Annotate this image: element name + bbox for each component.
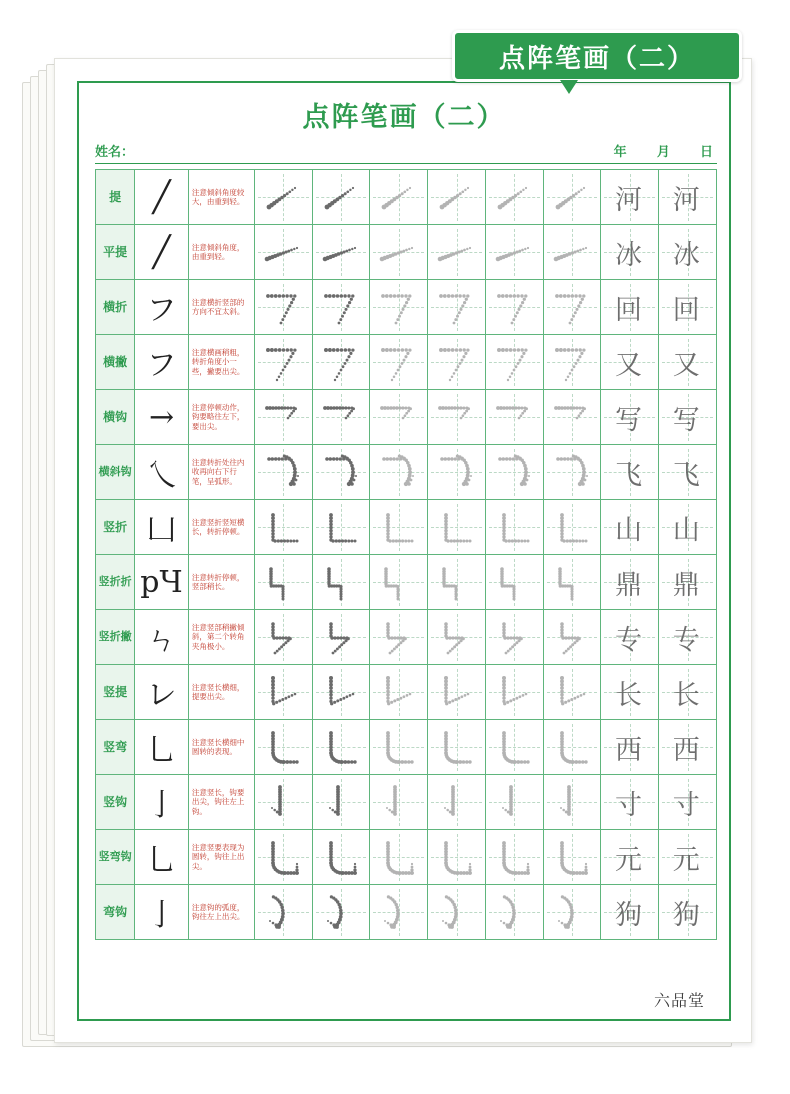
practice-cell[interactable] (312, 665, 370, 720)
example-character: 飞 (672, 459, 700, 491)
example-character: 山 (672, 514, 700, 546)
stroke-note-cell (188, 500, 254, 555)
example-character-cell[interactable] (659, 500, 717, 555)
practice-cell[interactable] (428, 830, 486, 885)
stroke-name-cell (96, 720, 135, 775)
example-character: 寸 (614, 789, 642, 821)
practice-cell[interactable] (428, 775, 486, 830)
stroke-note: 注意横折竖部的方向不宜太斜。 (191, 297, 245, 316)
practice-cell[interactable] (485, 335, 543, 390)
example-character-cell[interactable] (659, 610, 717, 665)
stroke-name: 竖弯 (103, 739, 128, 754)
example-character: 西 (672, 734, 700, 766)
example-character-cell[interactable] (601, 610, 659, 665)
example-character-cell[interactable] (601, 720, 659, 775)
practice-cell[interactable] (428, 445, 486, 500)
stroke-glyph: ╱ (152, 234, 171, 270)
practice-cell[interactable] (543, 830, 601, 885)
stroke-note: 注意横画稍粗，转折角度小一些，撇要出尖。 (191, 347, 245, 376)
example-character-cell[interactable] (659, 775, 717, 830)
banner-label: 点阵笔画（二） (498, 43, 695, 74)
practice-cell[interactable] (312, 885, 370, 940)
example-character-cell[interactable] (659, 665, 717, 720)
stroke-name-cell (96, 555, 135, 610)
stroke-note-cell (188, 225, 254, 280)
practice-cell[interactable] (370, 170, 428, 225)
stroke-glyph: ㄣ (146, 623, 177, 658)
practice-cell[interactable] (543, 390, 601, 445)
table-row (96, 775, 717, 830)
practice-cell[interactable] (254, 335, 312, 390)
example-character-cell[interactable] (601, 445, 659, 500)
day-label: 日 (699, 144, 713, 160)
example-character-cell[interactable] (659, 170, 717, 225)
practice-cell[interactable] (312, 225, 370, 280)
practice-cell[interactable] (428, 610, 486, 665)
table-row (96, 445, 717, 500)
practice-cell[interactable] (370, 610, 428, 665)
example-character-cell[interactable] (659, 830, 717, 885)
table-row (96, 280, 717, 335)
example-character: 冰 (614, 239, 642, 271)
practice-cell[interactable] (485, 665, 543, 720)
example-character: 冰 (672, 239, 700, 271)
stroke-glyph: フ (146, 293, 177, 328)
name-label: 姓名： (95, 144, 135, 160)
page-banner (452, 30, 742, 82)
stroke-glyph-cell (135, 390, 189, 445)
practice-cell[interactable] (312, 775, 370, 830)
stroke-name-cell (96, 500, 135, 555)
meta-underline (95, 163, 717, 164)
example-character: 河 (614, 184, 642, 216)
stroke-name: 横钩 (103, 409, 128, 424)
stroke-name: 竖折折 (98, 575, 132, 589)
stroke-glyph: 乚 (146, 733, 177, 768)
practice-cell[interactable] (312, 390, 370, 445)
example-character-cell[interactable] (601, 335, 659, 390)
example-character: 又 (672, 349, 700, 381)
example-character: 专 (614, 624, 642, 656)
practice-cell[interactable] (485, 445, 543, 500)
practice-cell[interactable] (370, 225, 428, 280)
practice-cell[interactable] (254, 830, 312, 885)
practice-cell[interactable] (254, 280, 312, 335)
stroke-note-cell (188, 555, 254, 610)
practice-cell[interactable] (370, 720, 428, 775)
practice-cell[interactable] (485, 390, 543, 445)
stroke-glyph: рЧ (140, 564, 183, 600)
practice-cell[interactable] (428, 390, 486, 445)
practice-cell[interactable] (543, 665, 601, 720)
stroke-glyph-cell (135, 555, 189, 610)
stroke-glyph-cell (135, 885, 189, 940)
stroke-glyph: 乀 (146, 458, 177, 493)
example-character: 长 (614, 679, 642, 711)
example-character-cell[interactable] (601, 885, 659, 940)
practice-cell[interactable] (312, 830, 370, 885)
example-character: 鼎 (672, 569, 700, 601)
brand-logo: 六品堂 (653, 991, 705, 1010)
practice-cell[interactable] (254, 500, 312, 555)
stroke-note-cell (188, 445, 254, 500)
table-row (96, 830, 717, 885)
practice-cell[interactable] (543, 775, 601, 830)
stroke-glyph: 亅 (146, 788, 177, 823)
practice-cell[interactable] (312, 280, 370, 335)
table-row (96, 335, 717, 390)
practice-cell[interactable] (485, 280, 543, 335)
example-character: 狗 (614, 899, 642, 931)
practice-cell[interactable] (254, 720, 312, 775)
practice-cell[interactable] (254, 610, 312, 665)
stroke-note-cell (188, 720, 254, 775)
stroke-note: 注意竖长横细中圆转的表现。 (191, 737, 245, 756)
stroke-name: 横斜钩 (98, 465, 132, 479)
stroke-note: 注意竖折竖短横长，转折停顿。 (191, 517, 245, 536)
practice-cell[interactable] (543, 445, 601, 500)
example-character: 鼎 (614, 569, 642, 601)
stroke-glyph-cell (135, 500, 189, 555)
practice-cell[interactable] (428, 665, 486, 720)
example-character: 山 (614, 514, 642, 546)
example-character-cell[interactable] (659, 335, 717, 390)
stroke-name: 平提 (103, 244, 128, 259)
example-character: 元 (614, 844, 642, 876)
practice-cell[interactable] (312, 445, 370, 500)
practice-cell[interactable] (312, 335, 370, 390)
example-character: 河 (672, 184, 700, 216)
example-character-cell[interactable] (659, 280, 717, 335)
stroke-name-cell (96, 390, 135, 445)
practice-cell[interactable] (428, 720, 486, 775)
year-label: 年 (613, 144, 627, 160)
practice-cell[interactable] (312, 555, 370, 610)
table-row (96, 665, 717, 720)
practice-cell[interactable] (370, 775, 428, 830)
table-row (96, 610, 717, 665)
practice-cell[interactable] (370, 390, 428, 445)
stroke-glyph-cell (135, 610, 189, 665)
practice-cell[interactable] (543, 280, 601, 335)
stroke-note-cell (188, 335, 254, 390)
table-row (96, 720, 717, 775)
example-character-cell[interactable] (659, 445, 717, 500)
practice-cell[interactable] (428, 335, 486, 390)
example-character-cell[interactable] (601, 280, 659, 335)
example-character-cell[interactable] (659, 390, 717, 445)
practice-cell[interactable] (485, 170, 543, 225)
stroke-name-cell (96, 775, 135, 830)
example-character-cell[interactable] (601, 775, 659, 830)
date-fields (588, 141, 713, 160)
practice-cell[interactable] (312, 610, 370, 665)
stroke-note-cell (188, 775, 254, 830)
stroke-glyph: → (148, 399, 175, 435)
example-character: 元 (672, 844, 700, 876)
stroke-glyph-cell (135, 720, 189, 775)
stroke-name-cell (96, 225, 135, 280)
meta-row (79, 139, 729, 161)
practice-cell[interactable] (485, 555, 543, 610)
example-character-cell[interactable] (601, 500, 659, 555)
practice-cell[interactable] (370, 830, 428, 885)
practice-cell[interactable] (370, 445, 428, 500)
stroke-note-cell (188, 830, 254, 885)
stroke-name: 竖折撇 (98, 630, 132, 644)
stroke-note-cell (188, 390, 254, 445)
stroke-note-cell (188, 610, 254, 665)
stroke-note-cell (188, 170, 254, 225)
practice-cell[interactable] (428, 170, 486, 225)
practice-cell[interactable] (485, 830, 543, 885)
example-character-cell[interactable] (659, 225, 717, 280)
example-character: 回 (672, 294, 700, 326)
stroke-glyph-cell (135, 830, 189, 885)
practice-cell[interactable] (254, 665, 312, 720)
practice-cell[interactable] (254, 555, 312, 610)
stroke-glyph-cell (135, 225, 189, 280)
worksheet-frame (77, 81, 731, 1021)
example-character: 又 (614, 349, 642, 381)
stroke-name-cell (96, 335, 135, 390)
example-character-cell[interactable] (659, 885, 717, 940)
stroke-note-cell (188, 885, 254, 940)
stroke-note: 注意竖要表现为圆转，钩往上出尖。 (191, 842, 245, 871)
example-character-cell[interactable] (601, 555, 659, 610)
stroke-name: 竖钩 (103, 794, 128, 809)
example-character-cell[interactable] (601, 225, 659, 280)
stroke-name-cell (96, 610, 135, 665)
practice-cell[interactable] (428, 555, 486, 610)
practice-cell[interactable] (254, 390, 312, 445)
practice-cell[interactable] (370, 885, 428, 940)
table-row (96, 885, 717, 940)
example-character: 狗 (672, 899, 700, 931)
stroke-glyph: 凵 (146, 513, 177, 548)
practice-cell[interactable] (370, 500, 428, 555)
practice-cell[interactable] (543, 500, 601, 555)
practice-cell[interactable] (370, 335, 428, 390)
practice-cell[interactable] (312, 500, 370, 555)
practice-cell[interactable] (485, 720, 543, 775)
practice-cell[interactable] (428, 885, 486, 940)
stroke-note: 注意转折处往内收再向右下行笔，呈弧形。 (191, 457, 245, 486)
table-row (96, 500, 717, 555)
example-character: 长 (672, 679, 700, 711)
stroke-glyph: 乚 (146, 843, 177, 878)
practice-cell[interactable] (543, 335, 601, 390)
practice-cell[interactable] (370, 280, 428, 335)
practice-cell[interactable] (543, 885, 601, 940)
practice-cell[interactable] (543, 555, 601, 610)
month-label: 月 (656, 144, 670, 160)
stroke-name-cell (96, 280, 135, 335)
stroke-name: 横折 (103, 299, 128, 314)
stroke-glyph: レ (146, 678, 177, 713)
stroke-glyph-cell (135, 665, 189, 720)
stroke-note: 注意竖长，钩要出尖，钩往左上钩。 (191, 787, 245, 816)
table-row (96, 555, 717, 610)
stroke-name-cell (96, 885, 135, 940)
stroke-name: 竖提 (103, 684, 128, 699)
example-character-cell[interactable] (601, 390, 659, 445)
example-character-cell[interactable] (601, 170, 659, 225)
stroke-glyph-cell (135, 280, 189, 335)
stroke-name: 横撇 (103, 354, 128, 369)
page-title: 点阵笔画（二） (302, 102, 506, 133)
example-character-cell[interactable] (659, 720, 717, 775)
stroke-note: 注意竖部稍撇倾斜，第二个转角夹角极小。 (191, 622, 245, 651)
stroke-glyph-cell (135, 170, 189, 225)
practice-cell[interactable] (254, 885, 312, 940)
table-row (96, 390, 717, 445)
practice-cell[interactable] (428, 280, 486, 335)
stroke-practice-table (95, 169, 717, 940)
example-character: 飞 (614, 459, 642, 491)
stroke-glyph-cell (135, 445, 189, 500)
practice-cell[interactable] (428, 500, 486, 555)
example-character: 西 (614, 734, 642, 766)
practice-cell[interactable] (543, 170, 601, 225)
stroke-name: 弯钩 (103, 904, 128, 919)
stroke-name-cell (96, 830, 135, 885)
practice-cell[interactable] (370, 665, 428, 720)
example-character-cell[interactable] (659, 555, 717, 610)
table-row (96, 170, 717, 225)
practice-cell[interactable] (485, 885, 543, 940)
practice-cell[interactable] (254, 445, 312, 500)
practice-cell[interactable] (254, 775, 312, 830)
practice-cell[interactable] (254, 170, 312, 225)
stroke-name-cell (96, 445, 135, 500)
practice-cell[interactable] (485, 500, 543, 555)
stroke-name-cell (96, 170, 135, 225)
stroke-name: 提 (109, 189, 122, 204)
stroke-note: 注意倾斜角度，由重到轻。 (191, 242, 245, 261)
example-character: 寸 (672, 789, 700, 821)
worksheet-sheet (54, 58, 752, 1043)
example-character: 写 (614, 404, 642, 436)
example-character: 回 (614, 294, 642, 326)
example-character: 写 (672, 404, 700, 436)
practice-cell[interactable] (485, 225, 543, 280)
practice-cell[interactable] (254, 225, 312, 280)
table-row (96, 225, 717, 280)
practice-cell[interactable] (370, 555, 428, 610)
stroke-note-cell (188, 665, 254, 720)
practice-cell[interactable] (543, 225, 601, 280)
example-character: 专 (672, 624, 700, 656)
stroke-glyph-cell (135, 775, 189, 830)
stroke-glyph-cell (135, 335, 189, 390)
stroke-note: 注意倾斜角度较大，由重到轻。 (191, 187, 245, 206)
stroke-note: 注意转折停顿，竖部稍长。 (191, 572, 245, 591)
stroke-name: 竖弯钩 (98, 850, 132, 864)
stroke-note: 注意竖长横细，提要出尖。 (191, 682, 245, 701)
stroke-name: 竖折 (103, 519, 128, 534)
practice-cell[interactable] (428, 225, 486, 280)
stroke-note: 注意停顿动作，钩要略往左下，要出尖。 (191, 402, 245, 431)
practice-cell[interactable] (543, 720, 601, 775)
stroke-note-cell (188, 280, 254, 335)
practice-cell[interactable] (485, 775, 543, 830)
example-character-cell[interactable] (601, 830, 659, 885)
stroke-glyph: 亅 (146, 898, 177, 933)
practice-cell[interactable] (312, 170, 370, 225)
stroke-glyph: フ (146, 348, 177, 383)
stroke-note: 注意钩的弧度，钩往左上出尖。 (191, 902, 245, 921)
practice-cell[interactable] (543, 610, 601, 665)
stroke-glyph: ╱ (152, 179, 171, 215)
stroke-name-cell (96, 665, 135, 720)
example-character-cell[interactable] (601, 665, 659, 720)
banner-tail (560, 80, 578, 94)
practice-cell[interactable] (312, 720, 370, 775)
practice-cell[interactable] (485, 610, 543, 665)
